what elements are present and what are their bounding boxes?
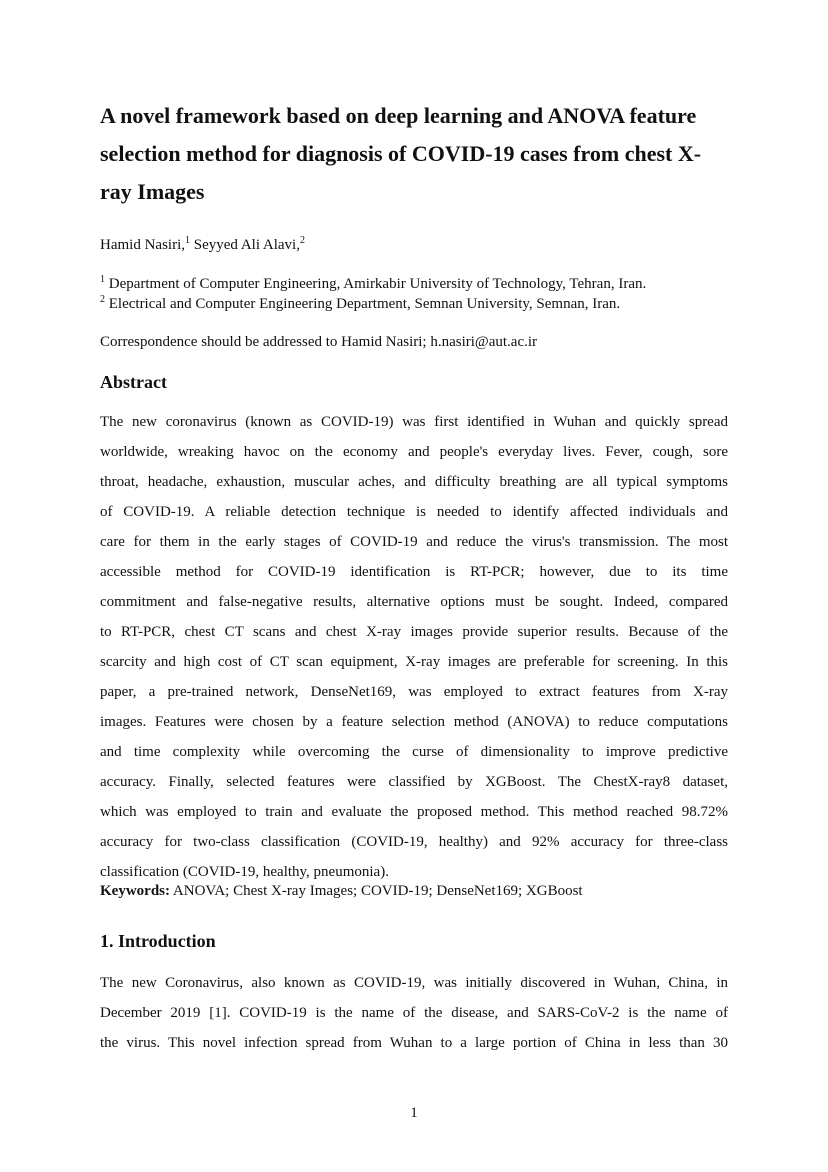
abstract-line: to RT-PCR, chest CT scans and chest X-ray images provide superior results. Because of the [100, 624, 728, 640]
abstract-line: and time complexity while overcoming the curse of dimensionality to improve predictive [100, 744, 728, 760]
author-name: Seyyed Ali Alavi, [189, 237, 300, 253]
author-affiliation-mark: 2 [299, 235, 305, 246]
author-name: Hamid Nasiri, [100, 237, 185, 253]
keywords-text: ANOVA; Chest X-ray Images; COVID-19; DenseNet169; XGBoost [170, 883, 583, 899]
abstract-line: which was employed to train and evaluate the proposed method. This method reached 98.72% [100, 804, 728, 820]
abstract-line: accuracy. Finally, selected features were classified by XGBoost. The ChestX-ray8 dataset, [100, 774, 728, 790]
introduction-line: December 2019 [1]. COVID-19 is the name of the disease, and SARS-CoV-2 is the name of [100, 1005, 728, 1021]
abstract-line: scarcity and high cost of CT scan equipment, X-ray images are preferable for screening. In this [100, 654, 728, 670]
affiliation-mark: 1 [100, 274, 105, 285]
page-number: 1 [410, 1105, 418, 1121]
affiliation [100, 294, 646, 314]
abstract-line: worldwide, wreaking havoc on the economy and people's everyday lives. Fever, cough, sore [100, 444, 728, 460]
abstract-line: The new coronavirus (known as COVID-19) was first identified in Wuhan and quickly spread [100, 414, 728, 430]
abstract-line: care for them in the early stages of COVID-19 and reduce the virus's transmission. The most [100, 534, 728, 550]
abstract-heading: Abstract [100, 372, 167, 392]
abstract-line: accuracy for two-class classification (COVID-19, healthy) and 92% accuracy for three-class [100, 834, 728, 850]
affiliation-list [100, 274, 646, 314]
abstract-line: throat, headache, exhaustion, muscular aches, and difficulty breathing are all typical symptoms [100, 474, 728, 490]
affiliation [100, 274, 646, 294]
affiliation-text: Department of Computer Engineering, Amirkabir University of Technology, Tehran, Iran. [105, 276, 647, 292]
abstract-line: paper, a pre-trained network, DenseNet169, was employed to extract features from X-ray [100, 684, 728, 700]
abstract-line: images. Features were chosen by a feature selection method (ANOVA) to reduce computations [100, 714, 728, 730]
title-line: A novel framework based on deep learning and ANOVA feature [100, 103, 697, 128]
introduction-line: The new Coronavirus, also known as COVID-19, was initially discovered in Wuhan, China, in [100, 975, 728, 991]
section-heading-introduction: 1. Introduction [100, 931, 216, 951]
abstract-body [100, 407, 728, 887]
title-line: selection method for diagnosis of COVID-19 cases from chest X- [100, 141, 702, 166]
correspondence-note: Correspondence should be addressed to Hamid Nasiri; h.nasiri@aut.ac.ir [100, 334, 538, 350]
author-list [100, 235, 305, 255]
paper-title [100, 97, 740, 211]
abstract-line: commitment and false-negative results, alternative options must be sought. Indeed, compared [100, 594, 728, 610]
affiliation-mark: 2 [100, 294, 105, 305]
title-line: ray Images [100, 179, 205, 204]
abstract-line: classification (COVID-19, healthy, pneumonia). [100, 864, 389, 880]
affiliation-text: Electrical and Computer Engineering Department, Semnan University, Semnan, Iran. [105, 296, 621, 312]
abstract-line: accessible method for COVID-19 identification is RT-PCR; however, due to its time [100, 564, 728, 580]
author-affiliation-mark: 1 [184, 235, 190, 246]
introduction-body [100, 968, 728, 1058]
keywords-label: Keywords: [100, 883, 170, 899]
introduction-line: the virus. This novel infection spread from Wuhan to a large portion of China in less than 30 [100, 1035, 728, 1051]
abstract-line: of COVID-19. A reliable detection technique is needed to identify affected individuals and [100, 504, 728, 520]
keywords-line [100, 881, 583, 901]
